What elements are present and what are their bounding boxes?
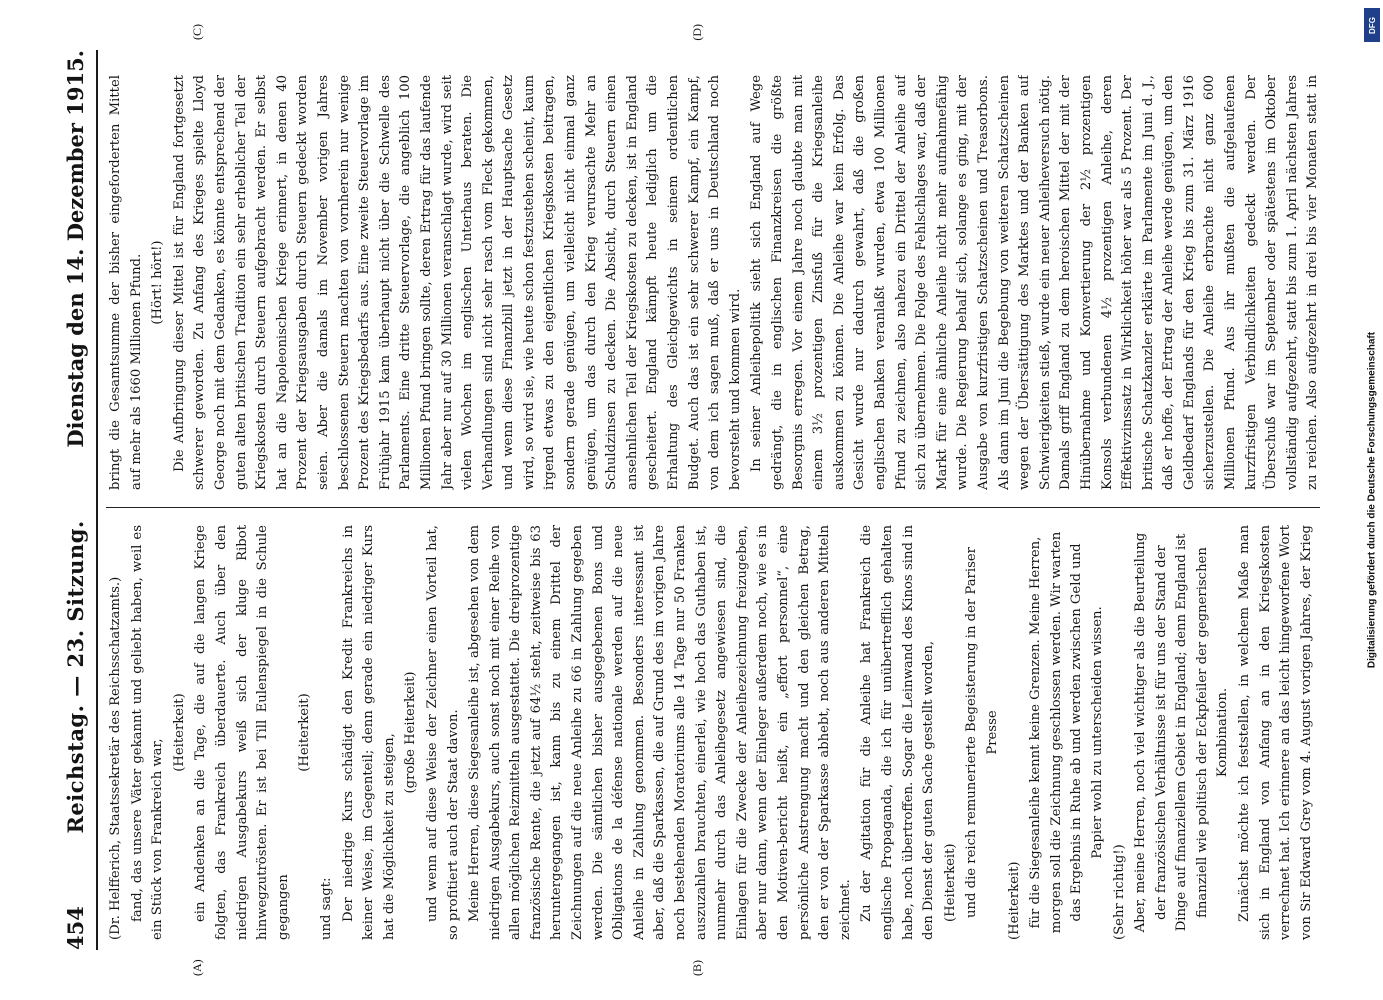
paragraph: In seiner Anleihepolitik sieht sich England auf Wege gedrängt, die in englischen Finanzkreisen die größte Besorgnis erregen. Vor einem Jahre noch glaubte man mit einem 3½ prozentigen Zinsfuß für die Kriegsanleihe auskommen zu können. Die Anleihe war kein Erfolg. Das Gesicht wurde nur dadurch gewahrt, daß die großen englischen Banken veranlaßt wurden, etwa 100 Millionen Pfund zu zeichnen, also nahezu ein Drittel der Anleihe auf sich zu übernehmen. Die Folge des Fehlschlages war, daß der Markt für eine ähnliche Anleihe nicht mehr aufnahmefähig wurde. Die Regierung behalf sich, solange es ging, mit der Ausgabe von kurzfristigen Schatzscheinen und Treasorbons. Als dann im Juni die Begebung von weiteren Schatzscheinen wegen der Übersättigung des Marktes und der Banken auf Schwierigkeiten stieß, wurde ein neuer Anleiheversuch nötig. Damals griff England zu dem heroischen Mittel der mit der Hinübernahme und Konvertierung der 2½ prozentigen Konsols verbundenen 4½ prozentigen Anleihe, deren Effektivzinssatz in Wirklichkeit höher war als 5 Prozent. Der britische Schatzkanzler erklärte im Parlamente im Juni d. J., daß er hoffe, der Ertrag der Anleihe werde genügen, um den Geldbedarf Englands für den Krieg bis zum 31. März 1916 sicherzustellen. Die Anleihe erbrachte nicht ganz 600 Millionen Pfund. Aus ihr mußten die aufgelaufenen kurzfristigen Verbindlichkeiten gedeckt werden. Der Überschuß war im September oder spätestens im Oktober vollständig aufgezehrt, statt bis zum 1. April nächsten Jahres zu reichen. Also aufgezehrt in drei bis vier Monaten statt in <box>749 75 1320 490</box>
interjection: (Heiterkeit) <box>297 693 313 772</box>
header-session: Reichstag. — 23. Sitzung. <box>62 520 88 834</box>
interjection: (Heiterkeit) <box>171 693 187 772</box>
running-header <box>58 50 92 950</box>
margin-mark-d: (D) <box>690 24 704 41</box>
margin-mark-a: (A) <box>190 959 204 976</box>
interjection: und die reich remunerierte Begeisterung in der Pariser Presse <box>964 547 1000 918</box>
paragraph: Die Aufbringung dieser Mittel ist für England fortgesetzt schwerer geworden. Zu Anfang des Krieges spielte Lloyd George noch mit dem Gedanken, es könnte entsprechend der guten alten britischen Tradition ein sehr erheblicher Teil der Kriegskosten durch Steuern aufgebracht werden. Er selbst hat an die Napoleonischen Kriege erinnert, in denen 40 Prozent der Kriegsausgaben durch Steuern gedeckt worden seien. Aber die damals im November vorigen Jahres beschlossenen Steuern machten von vornherein nur wenige Prozent des Kriegsbedarfs aus. Eine zweite Steuervorlage im Frühjahr 1915 kam überhaupt nicht über die Schwelle des Parlaments. Eine dritte Steuervorlage, die angeblich 100 Millionen Pfund bringen sollte, deren Ertrag für das laufende Jahr aber nur auf 30 Millionen veranschlagt wurde, wird seit vielen Wochen im englischen Unterhaus beraten. Die Verhandlungen sind nicht sehr rasch vom Fleck gekommen, und wenn diese Finanzbill jetzt in der Hauptsache Gesetz wird, so wird sie, wie heute schon festzustehen scheint, kaum irgend etwas zu den eigentlichen Kriegskosten beitragen, sondern gerade genügen, um vielleicht nicht einmal ganz genügen, um das durch den Krieg verursachte Mehr an Schuldzinsen zu decken. Die Absicht, durch Steuern einen ansehnlichen Teil der Kriegskosten zu decken, ist in England gescheitert. England kämpft heute lediglich um die Erhaltung des Gleichgewichts in seinem ordentlichen Budget. Auch das ist ein sehr schwerer Kampf, ein Kampf, von dem ich sagen muß, daß er uns in Deutschland noch bevorsteht und kommen wird. <box>171 75 743 490</box>
paragraph: bringt die Gesamtsumme der bisher eingeforderten Mittel auf mehr als 1660 Millionen Pfund. <box>108 75 144 490</box>
interjection: (Hört! hört!) <box>150 240 166 325</box>
header-rule <box>96 50 98 950</box>
interjection: für die Siegesanleihe kennt keine Grenzen. Meine Herren, morgen soll die Zeichnung geschlossen werden. Wir warten das Ergebnis in Ruhe ab und werden zwischen Geld und Papier wohl zu unterscheiden wissen. <box>1028 531 1105 934</box>
paragraph: (Heiterkeit) <box>942 843 958 922</box>
scanned-page-area <box>40 0 1340 1000</box>
paragraph: und sagt: <box>318 877 334 940</box>
interjection: (große Heiterkeit) <box>403 671 419 794</box>
digitization-credit <box>1365 30 1379 970</box>
interjection: Aber, meine Herren, noch viel wichtiger als die Beurteilung der französischen Verhältnisse ist für uns der Stand der Dinge auf finanziellem Gebiet in England; denn England ist finanziell wie politisch der Eckpfeiler der gegnerischen Kombination. <box>1133 532 1231 933</box>
margin-mark-c: (C) <box>190 24 204 40</box>
credit-text: Digitalisierung gefördert durch die Deutsche Forschungsgemeinschaft <box>1366 331 1378 669</box>
paragraph: Meine Herren, diese Siegesanleihe ist, abgesehen von dem niedrigen Ausgabekurs, auch sonst noch mit einer Reihe von allen möglichen Reizmitteln ausgestattet. Die dreiprozentige französische Rente, die jetzt auf 64½ steht, zeitweise bis 63 heruntergegangen ist, kann bis zu einem Drittel der Zeichnungen auf die neue Anleihe zu 66 in Zahlung gegeben werden. Die sämtlichen bisher ausgegebenen Bons und Obligations de la défense nationale werden auf die neue Anleihe in Zahlung genommen. Besonders interessant ist aber, daß die Sparkassen, die auf Grund des im vorigen Jahre noch bestehenden Moratoriums alle 14 Tage nur 50 Franken auszuzahlen brauchten, einerlei, wie hoch das Guthaben ist, nunmehr durch das Anleihegesetz angewiesen sind, die Einlagen für die Zwecke der Anleihezeichnung freizugeben, aber nur dann, wenn der Einleger außerdem noch, wie es in den Motiven-bericht heißt, ein „effort personnel“, eine persönliche Anstrengung macht und den gleichen Betrag, den er von der Sparkasse abhebt, noch aus anderen Mitteln zeichnet. <box>467 525 853 940</box>
page-number: 454 <box>62 906 88 950</box>
dfg-logo-icon: DFG <box>1364 8 1380 42</box>
header-date: Dienstag den 14. Dezember 1915. <box>62 50 88 448</box>
margin-mark-b: (B) <box>690 960 704 976</box>
paragraph: fand, das unsere Väter gekannt und geliebt haben, weil es ein Stück von Frankreich war, <box>129 525 166 940</box>
paragraph: (Dr. Helfferich, Staatssekretär des Reichsschatzamts.) <box>108 576 123 940</box>
paragraph: Zunächst möchte ich feststellen, in welchem Maße man sich in England von Anfang an in den Kriegskosten verrechnet hat. Ich erinnere an das leicht hingeworfene Wort von Sir Edward Grey vom 4. August vorigen Jahres, der Krieg <box>1237 525 1314 940</box>
right-column <box>106 75 1320 490</box>
document-page <box>40 20 1340 980</box>
quote-paragraph: Der niedrige Kurs schädigt den Kredit Frankreichs in keiner Weise, im Gegenteil; denn gerade ein niedriger Kurs hat die Möglichkeit zu steigen, <box>340 525 397 940</box>
paragraph: (Heiterkeit) <box>1006 861 1022 940</box>
quote-paragraph: und wenn auf diese Weise der Zeichner einen Vorteil hat, so profitiert auch der Staat davon. <box>424 525 461 940</box>
paragraph: (Sehr richtig!) <box>1111 844 1127 940</box>
column-divider <box>106 507 1320 508</box>
paragraph: ein Andenken an die Tage, die auf die langen Kriege folgten, das Frankreich überdauerte. Auch über den niedrigen Ausgabekurs weiß sich der kluge Ribot hinwegzutrösten. Er ist bei Till Eulenspiegel in die Schule gegangen <box>193 525 291 940</box>
left-column <box>106 525 1320 940</box>
paragraph: Zu der Agitation für die Anleihe hat Frankreich die englische Propaganda, die ich für unübertrefflich gehalten habe, noch übertroffen. Sogar die Leinwand des Kinos sind in den Dienst der guten Sache gestellt worden, <box>859 525 937 940</box>
